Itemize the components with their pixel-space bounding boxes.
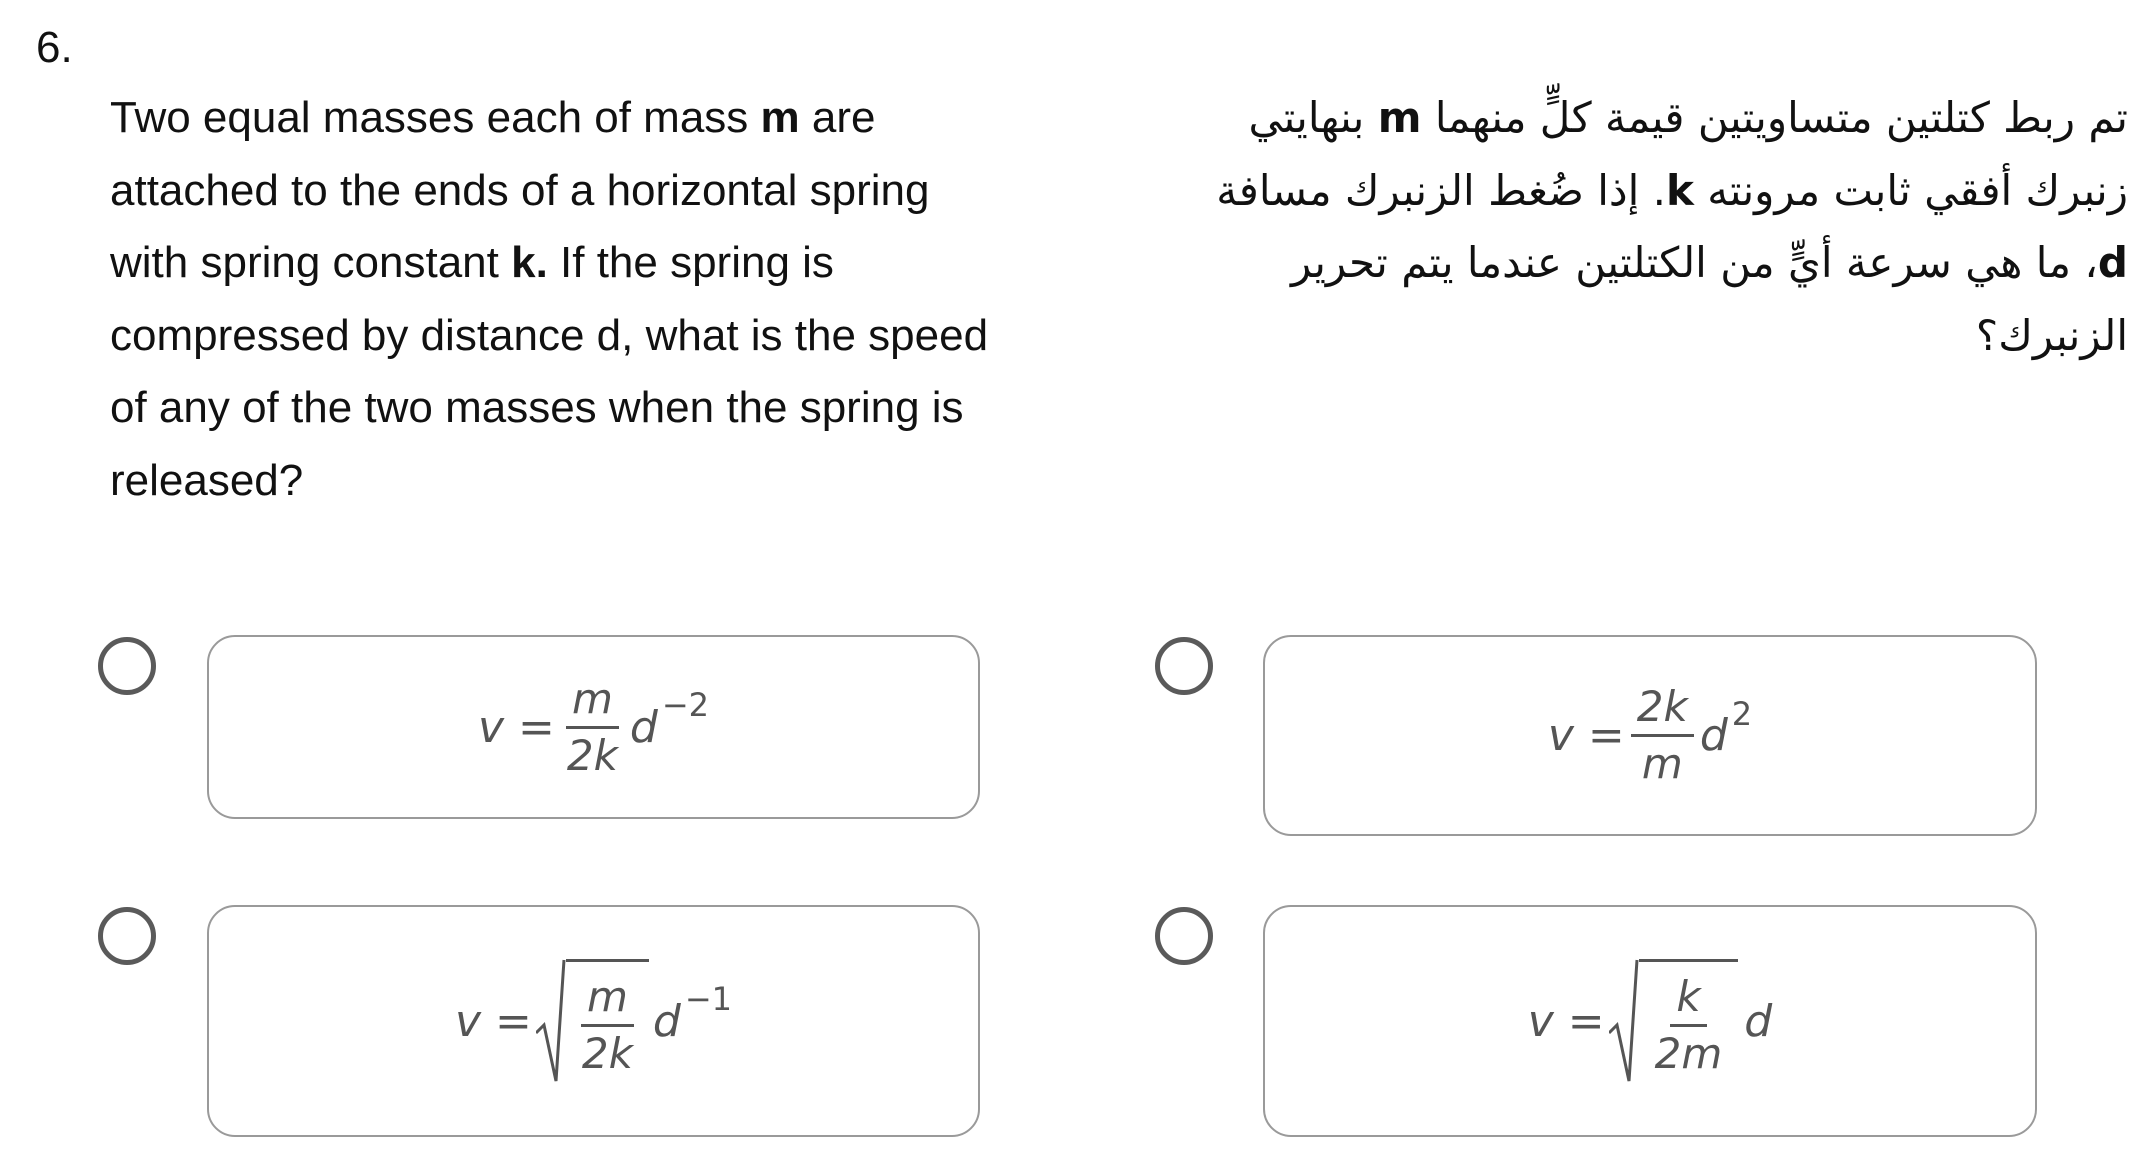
english-line: of any of the two masses when the spring is xyxy=(110,383,964,432)
arabic-line: زنبرك أفقي ثابت مرونته k. إذا ضُغط الزنبرك مسافة xyxy=(1216,165,2128,215)
arabic-line: d، ما هي سرعة أيٍّ من الكتلتين عندما يتم تحرير xyxy=(1291,238,2128,287)
option-b-box[interactable] xyxy=(1263,635,2037,836)
english-line: with spring constant k. If the spring is xyxy=(110,238,834,287)
english-line: compressed by distance d, what is the speed xyxy=(110,310,989,360)
arabic-line: تم ربط كتلتين متساويتين قيمة كلٍّ منهما m بنهايتي xyxy=(1248,93,2128,142)
option-a-box[interactable] xyxy=(207,635,980,819)
option-d-formula: v = $\frac{k}{2m}$ d xyxy=(1528,959,1772,1083)
english-line: Two equal masses each of mass m are xyxy=(110,93,876,142)
question-text-arabic xyxy=(1128,82,2128,372)
english-line: attached to the ends of a horizontal spring xyxy=(110,165,930,215)
question-number: 6. xyxy=(36,23,73,72)
option-c-formula: v = $\frac{m}{2k}$ d −1 xyxy=(455,959,732,1083)
option-a-radio[interactable] xyxy=(98,637,156,695)
option-d-box[interactable] xyxy=(1263,905,2037,1137)
option-b-radio[interactable] xyxy=(1155,637,1213,695)
option-a-formula: v = $\frac{m}{2k}$ d −2 xyxy=(477,673,710,780)
english-line: released? xyxy=(110,455,304,505)
option-d-radio[interactable] xyxy=(1155,907,1213,965)
arabic-line: الزنبرك؟ xyxy=(1975,310,2128,360)
sqrt-sign: $\frac{m}{2k}$ xyxy=(536,959,649,1083)
option-b-formula: v = $\frac{2k}{m}$ d 2 xyxy=(1547,682,1753,788)
option-c-radio[interactable] xyxy=(98,907,156,965)
option-c-box[interactable] xyxy=(207,905,980,1137)
sqrt-sign: $\frac{k}{2m}$ xyxy=(1609,959,1739,1083)
question-text-english xyxy=(110,82,1110,517)
